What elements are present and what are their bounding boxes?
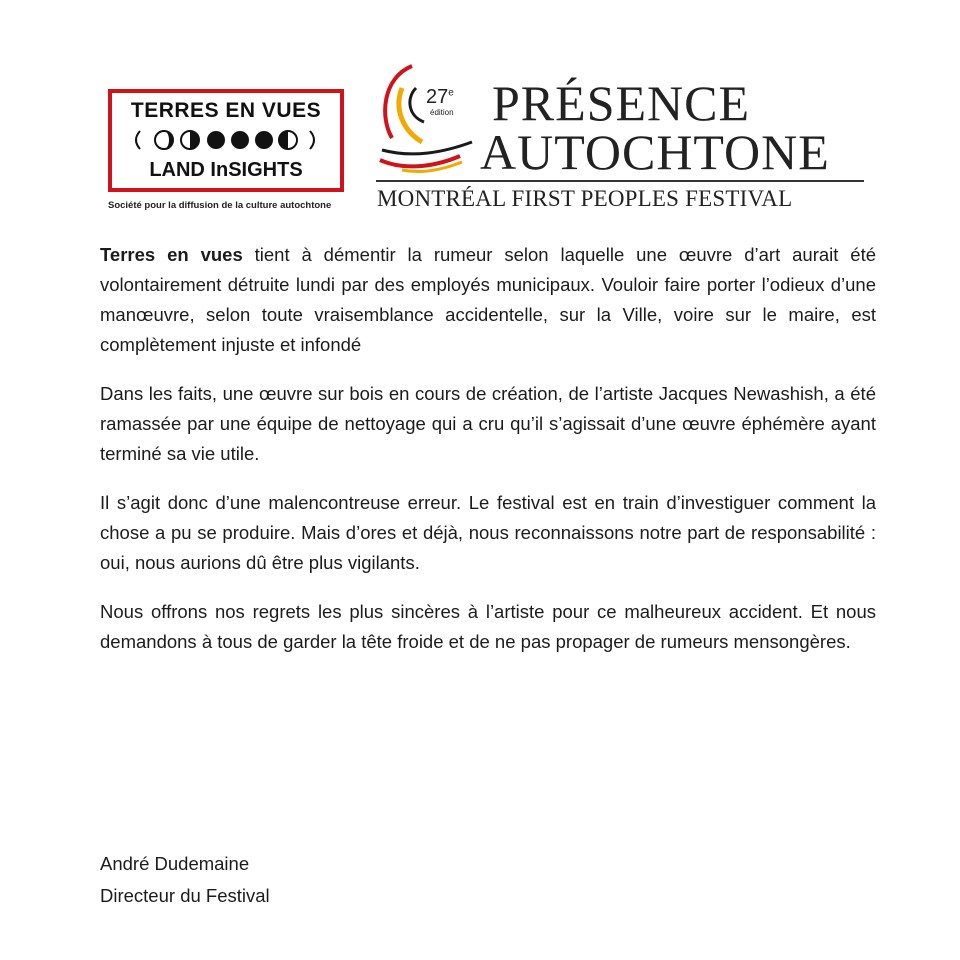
organization-name: Terres en vues — [100, 244, 243, 265]
signatory-title: Directeur du Festival — [100, 885, 270, 906]
edition-suffix: e — [448, 87, 454, 99]
festival-subtitle: MONTRÉAL FIRST PEOPLES FESTIVAL — [377, 186, 793, 211]
paragraph-2: Dans les faits, une œuvre sur bois en cours de création, de l’artiste Jacques Newashish, a été ramassée par une équipe de nettoyage qui a cru qu’il s’agissait d’une œuvre éphémère ayant terminé sa vie utile. — [100, 383, 876, 464]
logo-tagline: Société pour la diffusion de la culture autochtone — [108, 200, 332, 211]
paragraph-1 — [100, 240, 876, 360]
paragraph-1-text: tient à démentir la rumeur selon laquelle une œuvre d’art aurait été volontairement détruite lundi par des employés municipaux. Vouloir faire porter l’odieux d’une manœuvre, selon toute vraisemblance accidentelle, sur la Ville, voire sur le maire, est complètement injuste et infondé — [100, 244, 876, 355]
festival-title-line2: AUTOCHTONE — [480, 124, 830, 180]
festival-emblem-icon — [372, 58, 492, 176]
signature-block — [100, 848, 270, 912]
logo-title-english: LAND InSIGHTS — [149, 159, 303, 181]
moon-phases-icon — [112, 128, 340, 152]
logo-title-french: TERRES EN VUES — [130, 99, 322, 122]
terres-en-vues-logo — [108, 89, 344, 192]
festival-title-line1: PRÉSENCE — [492, 75, 751, 131]
edition-label: édition — [430, 108, 454, 117]
edition-badge — [426, 86, 454, 117]
statement-body — [100, 240, 876, 676]
paragraph-4: Nous offrons nos regrets les plus sincères à l’artiste pour ce malheureux accident. Et nous demandons à tous de garder la tête froide et de ne pas propager de rumeurs mensongères. — [100, 601, 876, 652]
paragraph-3: Il s’agit donc d’une malencontreuse erreur. Le festival est en train d’investiguer comment la chose a pu se produire. Mais d’ores et déjà, nous reconnaissons notre part de responsabilité : oui, nous aurions dû être plus vigilants. — [100, 492, 876, 573]
logo-divider — [376, 180, 864, 182]
signatory-name: André Dudemaine — [100, 853, 250, 874]
edition-number: 27 — [426, 86, 449, 108]
